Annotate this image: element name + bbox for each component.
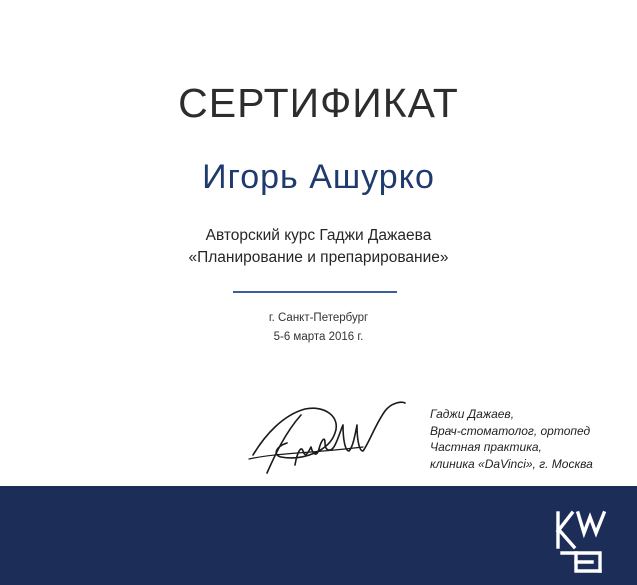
signer-clinic: клиника «DaVinci», г. Москва [430, 456, 593, 471]
course-title-line: «Планирование и препарирование» [188, 249, 449, 266]
divider-line [233, 291, 397, 293]
event-location: г. Санкт-Петербург [268, 312, 369, 324]
course-description [0, 225, 637, 269]
signer-position: Врач-стоматолог, ортопед [430, 423, 591, 438]
signer-name: Гаджи Дажаев, [430, 407, 515, 421]
recipient-name: Игорь Ашурко [202, 158, 435, 196]
course-author-line: Авторский курс Гаджи Дажаева [205, 227, 432, 244]
event-details [0, 309, 637, 347]
signer-practice: Частная практика, [430, 440, 542, 454]
signer-block [430, 406, 630, 472]
event-date: 5-6 марта 2016 г. [273, 331, 364, 343]
footer-band [0, 486, 637, 585]
certificate-title: СЕРТИФИКАТ [178, 80, 459, 126]
logo-icon [552, 509, 610, 575]
signature-icon [245, 395, 415, 480]
